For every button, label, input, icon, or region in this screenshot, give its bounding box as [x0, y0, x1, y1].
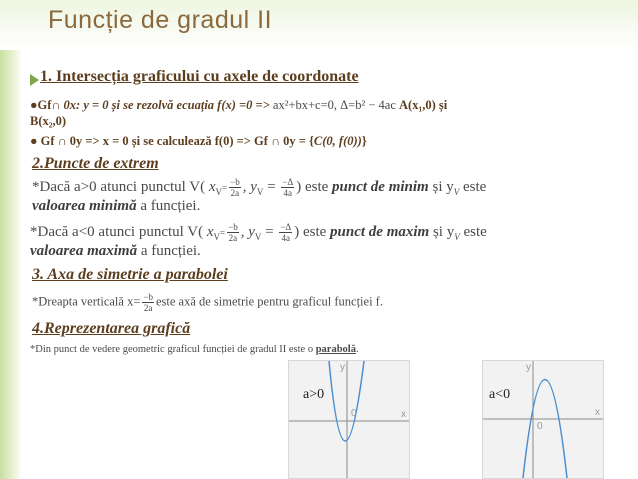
section2-para1-line1 — [32, 177, 486, 198]
text-span: −b — [143, 292, 153, 302]
text-span: V — [215, 186, 223, 197]
origin-label: 0 — [351, 408, 357, 419]
text-span: , y — [242, 178, 257, 195]
text-span: este axă de simetrie pentru graficul funcției f. — [155, 294, 383, 309]
text-span: = — [222, 182, 228, 193]
section2-para2-line2 — [30, 243, 201, 260]
text-span: V — [256, 186, 264, 197]
text-span: −b — [230, 177, 240, 187]
graph-a-negative-svg — [483, 361, 603, 478]
section1-heading: 1. Intersecția graficului cu axele de coordonate — [40, 68, 359, 85]
text-span: a funcției. — [136, 198, 201, 214]
fraction — [227, 222, 239, 243]
text-span: −Δ — [280, 222, 292, 232]
text-span: 2a — [143, 303, 153, 313]
text-span: V — [213, 231, 221, 242]
text-span: este — [459, 178, 487, 195]
text-span: ) este — [296, 178, 333, 195]
origin-label: 0 — [537, 421, 543, 432]
x-axis-label: x — [595, 407, 600, 418]
text-span: , y — [240, 223, 255, 240]
text-span: *Din punct de vedere geometric graficul funcției de gradul II este o — [30, 344, 316, 355]
fraction — [229, 177, 241, 198]
text-span: A(x₁,0) și — [399, 98, 448, 112]
text-span: 2a — [230, 188, 240, 198]
text-span: V — [453, 186, 460, 197]
section1-line2: B(x₂,0) — [30, 114, 67, 128]
text-span: 4a — [283, 188, 293, 198]
text-span: V — [454, 231, 460, 242]
text-span: și y — [428, 178, 454, 195]
page-title: Funcție de gradul II — [48, 6, 273, 34]
graph-label: a>0 — [303, 387, 325, 402]
graph-label: a<0 — [489, 387, 511, 402]
graph-a-positive-svg — [289, 361, 409, 478]
text-span: ax²+bx+c=0, Δ=b² − 4ac — [269, 98, 400, 112]
decorative-stripe — [0, 0, 22, 479]
text-span: V — [254, 231, 262, 242]
text-span: *Dreapta verticală x= — [32, 294, 141, 309]
graph-a-positive — [288, 360, 410, 479]
section3-text — [32, 292, 383, 313]
text-span: −Δ — [282, 177, 294, 187]
text-span: ● Gf ∩ 0y => x = 0 și se calculează f(0) => Gf ∩ 0y = { — [30, 134, 314, 148]
section2-para1-line2 — [32, 198, 200, 215]
text-span: și y — [429, 223, 455, 240]
section2-para2-line1 — [30, 222, 487, 243]
text-span: −b — [228, 222, 238, 232]
text-span: } — [361, 134, 367, 148]
section4-heading: 4.Reprezentarea grafică — [32, 320, 191, 337]
section1-line1 — [30, 98, 447, 113]
text-span: . — [355, 344, 359, 355]
text-span: C(0, f(0)) — [313, 134, 362, 148]
text-span: x — [208, 178, 216, 195]
text-span: 4a — [281, 233, 291, 243]
section3-heading: 3. Axa de simetrie a parabolei — [32, 266, 228, 283]
fraction — [279, 222, 292, 243]
text-span: = — [261, 223, 278, 240]
text-span: *Dacă a<0 atunci punctul V( — [30, 223, 204, 240]
text-span: punct de minim — [332, 178, 429, 195]
bullet-arrow-icon — [30, 74, 39, 86]
section4-text — [30, 344, 359, 355]
text-span: = — [263, 178, 280, 195]
section2-heading: 2.Puncte de extrem — [32, 155, 159, 172]
fraction — [281, 177, 294, 198]
text-span: = — [220, 227, 226, 238]
fraction — [142, 292, 154, 313]
text-span: ) este — [294, 223, 331, 240]
text-span: x — [206, 223, 214, 240]
y-axis-label: y — [340, 362, 345, 373]
text-span: *Dacă a>0 atunci punctul V( — [32, 178, 206, 195]
text-span: punct de maxim — [330, 223, 430, 240]
text-span: a funcției. — [137, 243, 201, 259]
x-axis-label: x — [401, 409, 406, 420]
text-span: 0x: y = 0 și se rezolvă ecuația f(x) =0 => — [63, 98, 270, 112]
text-span: este — [459, 223, 487, 240]
section1-line3 — [30, 134, 367, 149]
text-span: valoarea maximă — [30, 243, 138, 259]
parabola-down-curve — [523, 380, 567, 479]
parabola-link: parabolă — [315, 344, 356, 355]
graph-a-negative — [482, 360, 604, 479]
y-axis-label: y — [526, 362, 531, 373]
text-span: valoarea minimă — [32, 198, 137, 214]
text-span: ●Gf∩ — [30, 98, 64, 112]
text-span: 2a — [228, 233, 238, 243]
